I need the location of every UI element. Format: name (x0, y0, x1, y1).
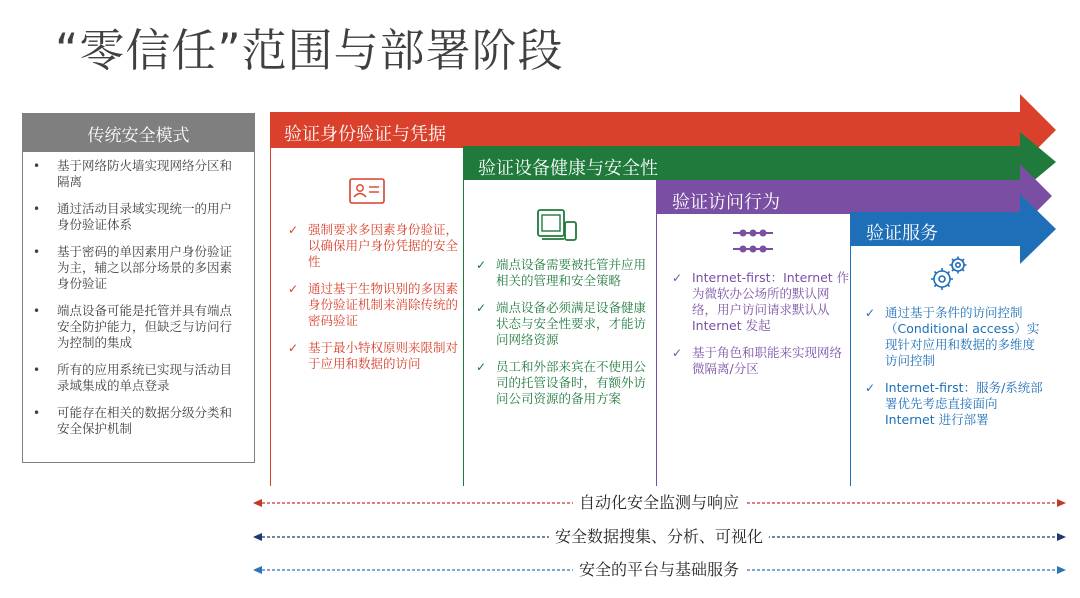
list-item: ✓ 基于最小特权原则来限制对于应用和数据的访问 (284, 340, 466, 372)
list-item: ✓ 员工和外部来宾在不使用公司的托管设备时，有额外访问公司资源的备用方案 (472, 359, 656, 407)
list-item: ✓ 端点设备必须满足设备健康状态与安全性要求，才能访问网络资源 (472, 300, 656, 348)
list-item: ✓ 通过基于生物识别的多因素身份验证机制来消除传统的密码验证 (284, 281, 466, 329)
list-item: • 所有的应用系统已实现与活动目录域集成的单点登录 (31, 362, 244, 394)
stage-label-device: 验证设备健康与安全性 (478, 158, 658, 179)
id-card-icon (349, 178, 385, 204)
foundation-label: 安全数据搜集、分析、可视化 (549, 527, 769, 547)
page-title: “零信任”范围与部署阶段 (55, 24, 564, 77)
list-item: • 端点设备可能是托管并具有端点安全防护能力，但缺乏与访问行为控制的集成 (31, 303, 244, 351)
list-item: ✓ 强制要求多因素身份验证，以确保用户身份凭据的安全性 (284, 222, 466, 270)
identity-checklist (284, 222, 466, 383)
list-item: ✓ 端点设备需要被托管并应用相关的管理和安全策略 (472, 257, 656, 289)
foundation-row-monitoring (253, 493, 1065, 513)
device-checklist (472, 257, 656, 418)
list-item: ✓ 通过基于条件的访问控制（Conditional access）实现针对应用和数据的多维度访问控制 (861, 305, 1047, 369)
list-item: • 基于密码的单因素用户身份验证为主，辅之以部分场景的多因素身份验证 (31, 244, 244, 292)
stage-label-access: 验证访问行为 (672, 192, 780, 213)
network-flow-icon (730, 225, 776, 257)
foundation-row-data (253, 527, 1065, 547)
stage-label-service: 验证服务 (866, 223, 938, 244)
foundation-row-platform (253, 560, 1065, 580)
access-checklist (668, 270, 852, 388)
list-item: • 通过活动目录域实现统一的用户身份验证体系 (31, 201, 244, 233)
list-item: • 可能存在相关的数据分级分类和安全保护机制 (31, 405, 244, 437)
list-item: ✓ 基于角色和职能来实现网络微隔离/分区 (668, 345, 852, 377)
gears-icon (928, 253, 970, 293)
stage-label-identity: 验证身份验证与凭据 (284, 124, 446, 145)
column-divider (656, 214, 657, 486)
list-item: ✓ Internet-first：服务/系统部署优先考虑直接面向 Internet 进行部署 (861, 380, 1047, 428)
foundation-label: 自动化安全监测与响应 (573, 493, 745, 513)
foundation-label: 安全的平台与基础服务 (573, 560, 745, 580)
traditional-model-header: 传统安全模式 (23, 114, 254, 152)
list-item: ✓ Internet-first：Internet 作为微软办公场所的默认网络，用户访问请求默认从 Internet 发起 (668, 270, 852, 334)
column-divider (270, 148, 271, 486)
service-checklist (861, 305, 1047, 439)
list-item: • 基于网络防火墙实现网络分区和隔离 (31, 158, 244, 190)
devices-icon (536, 208, 578, 242)
